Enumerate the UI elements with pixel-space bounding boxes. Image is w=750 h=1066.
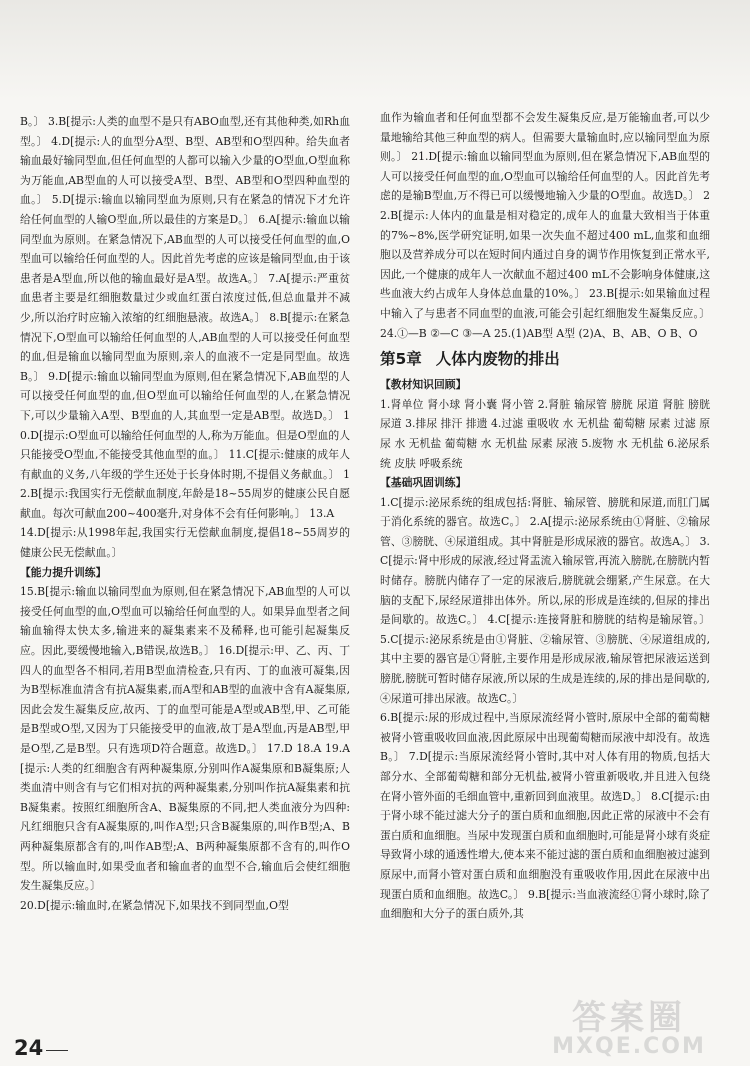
page-number-underline <box>46 1050 68 1051</box>
answer-paragraph: B。〕 3.B[提示:人类的血型不是只有ABO血型,还有其他种类,如Rh血型。〕 4.D[提示:人的血型分A型、B型、AB型和O型四种。给失血者输血最好输同型血,但任何血型的人都可以输入少量的O型血,O型血称为万能血,AB型血的人可以接受A型、B型、AB型和O型四种血型的血。〕 5.D[提示:输血以输同型血为原则,只有在紧急的情况下才允许给任何血型的人输O型血,所以最佳的方案是D。〕 6.A[提示:输血以输同型血为原则。在紧急情况下,AB血型的人可以接受任何血型的血,O型血可以输给任何血型的人。因此首先考虑的应该是输同型血,由于该患者是A型血,所以他的输血最好是A型。故选A。〕 7.A[提示:严重贫血患者主要是红细胞数量过少或血红蛋白浓度过低,但总血量并不减少,所以治疗时应输入浓缩的红细胞悬液。故选A。〕 8.B[提示:在紧急情况下,O型血可以输给任何血型的人,AB血型的人可以接受任何血型的血,但是输血以输同型血为原则,亲人的血液不一定是同型血。故选B。〕 9.D[提示:输血以输同型血为原则,但在紧急情况下,AB血型的人可以接受任何血型的血,但O型血可以输给任何血型的人,在紧急情况下,可以少量输入A型、B型血的人,其血型一定是AB型。故选D。〕 10.D[提示:O型血可以输给任何血型的人,称为万能血。但是O型血的人只能接受O型血,不能接受其他血型的血。〕 11.C[提示:健康的成年人有献血的义务,八年级的学生还处于长身体时期,不提倡义务献血。〕 12.B[提示:我国实行无偿献血制度,年龄是18~55周岁的健康公民自愿献血。每次可献血200~400毫升,对身体不会有任何影响。〕 13.A <box>20 115 350 520</box>
watermark-url: MXQE.COM <box>552 1034 706 1059</box>
page-top-shadow <box>0 0 750 100</box>
section-heading: 【基础巩固训练】 <box>380 476 467 490</box>
answer-paragraph: 20.D[提示:输血时,在紧急情况下,如果找不到同型血,O型 <box>20 898 289 912</box>
section-heading: 【教材知识回顾】 <box>380 378 467 392</box>
watermark-logo <box>524 990 734 1060</box>
watermark-title: 答案圈 <box>572 998 686 1038</box>
page-number: 24 <box>14 1036 44 1060</box>
answer-paragraph: 15.B[提示:输血以输同型血为原则,但在紧急情况下,AB血型的人可以接受任何血型的血,O型血可以输给任何血型的人。如果异血型者之间输血输得太快太多,输进来的凝集素来不及稀释,也可能引起凝集反应。因此,要缓慢地输入,B错误,故选B。〕 16.D[提示:甲、乙、丙、丁四人的血型各不相同,若用B型血清检查,只有丙、丁的血液可凝集,因为B型标准血清含有抗A凝集素,而A型和AB型的血液中含有A凝集原,因此会发生凝集反应,故丙、丁的血型可能是A型或AB型,甲、乙可能是B型或O型,又因为丁只能接受甲的血液,故丁是A型血,丙是AB型,甲是O型,乙是B型。只有选项D符合题意。故选D。〕 17.D 18.A 19.A[提示:人类的红细胞含有两种凝集原,分别叫作A凝集原和B凝集原;人类血清中则含有与它们相对抗的两种凝集素,分别叫作抗A凝集素和抗B凝集素。按照红细胞所含A、B凝集原的不同,把人类血液分为四种:凡红细胞只含有A凝集原的,叫作A型;只含B凝集原的,叫作B型;A、B两种凝集原都含有的,叫作AB型;A、B两种凝集原都不含有的,叫作O型。所以输血时,如果受血者和输血者的血型不合,输血后会使红细胞发生凝集反应。〕 <box>20 585 350 893</box>
chapter-heading <box>380 346 710 372</box>
section-heading: 【能力提升训练】 <box>20 565 107 579</box>
answer-paragraph: 6.B[提示:尿的形成过程中,当原尿流经肾小管时,原尿中全部的葡萄糖被肾小管重吸收回血液,因此原尿中出现葡萄糖而尿液中却没有。故选B。〕 7.D[提示:当原尿流经肾小管时,其中对人体有用的物质,包括大部分水、全部葡萄糖和部分无机盐,被肾小管重新吸收,并且进入包绕在肾小管外面的毛细血管中,重新回到血液里。故选D。〕 8.C[提示:由于肾小球不能过滤大分子的蛋白质和血细胞,因此正常的尿液中不会有蛋白质和血细胞。当尿中发现蛋白质和血细胞时,可能是肾小球有炎症导致肾小球的通透性增大,使本来不能过滤的蛋白质和血细胞被过滤到原尿中,而肾小管对蛋白质和血细胞没有重吸收作用,因此在尿液中出现蛋白质和血细胞。故选C。〕 9.B[提示:当血液流经①肾小球时,除了血细胞和大分子的蛋白质外,其 <box>380 711 710 921</box>
answer-paragraph: 14.D[提示:从1998年起,我国实行无偿献血制度,提倡18~55周岁的健康公民无偿献血。〕 <box>20 526 350 560</box>
left-column <box>20 112 350 952</box>
answer-paragraph: 1.C[提示:泌尿系统的组成包括:肾脏、输尿管、膀胱和尿道,而肛门属于消化系统的器官。故选C。〕 2.A[提示:泌尿系统由①肾脏、②输尿管、③膀胱、④尿道组成。其中肾脏是形成尿液的器官。故选A。〕 3.C[提示:肾中形成的尿液,经过肾盂流入输尿管,再流入膀胱,在膀胱内暂时储存。膀胱内储存了一定的尿液后,膀胱就会绷紧,产生尿意。在大脑的支配下,尿经尿道排出体外。所以,尿的形成是连续的,但尿的排出是间歇的。故选C。〕 4.C[提示:连接肾脏和膀胱的结构是输尿管。〕 5.C[提示:泌尿系统是由①肾脏、②输尿管、③膀胱、④尿道组成的,其中主要的器官是①肾脏,主要作用是形成尿液,输尿管把尿液运送到膀胱,膀胱可暂时储存尿液,所以尿的生成是连续的,尿的排出是间歇的,④尿道可排出尿液。故选C。〕 <box>380 495 710 705</box>
right-column <box>380 108 710 1008</box>
chapter-number: 第5章 <box>380 350 422 369</box>
answer-paragraph: 血作为输血者和任何血型都不会发生凝集反应,是万能输血者,可以少量地输给其他三种血型的病人。但需要大量输血时,应以输同型血为原则。〕 21.D[提示:输血以输同型血为原则,但在紧急情况下,AB血型的人可以接受任何血型的血,O型血可以输给任何血型的人。因此首先考虑的是输B型血,万不得已可以缓慢地输入少量的O型血。故选D。〕 22.B[提示:人体内的血量是相对稳定的,成年人的血量大致相当于体重的7%~8%,医学研究证明,如果一次失血不超过400 mL,血浆和血细胞以及营养成分可以在短时间内通过自身的调节作用恢复到正常水平,因此,一个健康的成年人一次献血不超过400 mL不会影响身体健康,这些血液大约占成年人身体总血量的10%。〕 23.B[提示:如果输血过程中输入了与患者不同血型的血液,可能会引起红细胞发生凝集反应。〕 24.①—B ②—C ③—A 25.(1)AB型 A型 (2)A、B、AB、O B、O <box>380 111 710 340</box>
chapter-title: 人体内废物的排出 <box>435 350 560 369</box>
answer-paragraph: 1.肾单位 肾小球 肾小囊 肾小管 2.肾脏 输尿管 膀胱 尿道 肾脏 膀胱 尿道 3.排尿 排汗 排遗 4.过滤 重吸收 水 无机盐 葡萄糖 尿素 过滤 原尿 水 无机盐 葡萄糖 水 无机盐 尿素 尿液 5.废物 水 无机盐 6.泌尿系统 皮肤 呼吸系统 <box>380 397 710 470</box>
